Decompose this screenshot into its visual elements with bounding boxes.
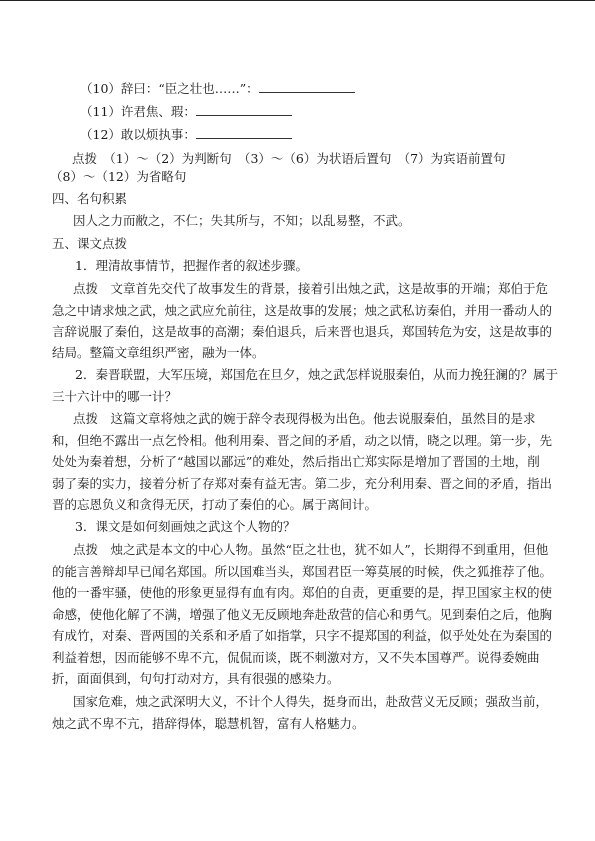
dianbo-text: （1）～（2）为判断句 （3）～（6）为状语后置句 （7）为宾语前置句: [109, 151, 506, 166]
q3-line: 他的一番牢骚，使他的形象更显得有血有肉。郑伯的自责，更重要的是，捍卫国家主权的使: [52, 585, 553, 600]
q3-line: 利益着想，因而能够不卑不亢，侃侃而谈，既不刺激对方，又不失本国尊严。说得委婉曲: [52, 650, 540, 665]
dianbo-answer-line-2: （8）～（12）为省略句: [50, 169, 187, 184]
q2-line: 点拨 这篇文章将烛之武的婉于辞令表现得极为出色。他去说服秦伯，虽然目的是求: [73, 411, 536, 426]
answer-blank[interactable]: [196, 126, 292, 139]
q2-line: 三十六计中的哪一计？: [52, 389, 178, 404]
exercise-number: （12）: [80, 127, 121, 142]
q2-line: 弱了秦的实力，接着分析了存郑对秦有益无害。第二步，充分利用秦、晋之间的矛盾，指出: [52, 476, 553, 491]
dianbo-label: 点拨: [72, 151, 98, 166]
q2-line: 和，但绝不露出一点乞怜相。他利用秦、晋之间的矛盾，动之以情，晓之以理。第一步，先: [52, 433, 553, 448]
q3-line: 折，面面俱到，句句打动对方，具有很强的感染力。: [52, 671, 340, 686]
summary-line: 烛之武不卑不亢，措辞得体，聪慧机智，富有人格魅力。: [52, 716, 365, 731]
exercise-text: 许君焦、瑕：: [120, 104, 196, 119]
q3-title: 3．课文是如何刻画烛之武这个人物的？: [75, 519, 296, 534]
dianbo-answer-line-1: [72, 150, 506, 168]
answer-blank[interactable]: [259, 80, 355, 93]
q1-title: 1．理清故事情节，把握作者的叙述步骤。: [75, 258, 308, 273]
exercise-number: （10）: [80, 81, 121, 96]
exercise-text: 敢以烦执事：: [120, 127, 196, 142]
q1-line: 结局。整篇文章组织严密，融为一体。: [52, 345, 265, 360]
q2-title: 2．秦晋联盟，大军压境，郑国危在旦夕，烛之武怎样说服秦伯，从而力挽狂澜的？属于: [75, 367, 558, 382]
section5-heading: 五、课文点拨: [52, 236, 128, 251]
q1-line: 点拨 文章首先交代了故事发生的背景，接着引出烛之武，这是故事的开端；郑伯于危: [73, 281, 549, 296]
exercise-text: 辞曰：“臣之壮也……”：: [120, 81, 259, 96]
q1-line: 急之中请求烛之武，烛之武应允前往，这是故事的发展；烛之武私访秦伯，并用一番动人的: [52, 303, 553, 318]
section4-quote: 因人之力而敝之，不仁；失其所与，不知；以乱易整，不武。: [73, 213, 411, 228]
answer-blank[interactable]: [196, 103, 292, 116]
q3-line: 命感，使他化解了不满，增强了他义无反顾地奔赴敌营的信心和勇气。见到秦伯之后，他胸: [52, 607, 553, 622]
q3-line: 有成竹，对秦、晋两国的关系和矛盾了如指掌，只字不提郑国的利益，似乎处处在为秦国的: [52, 628, 553, 643]
exercise-number: （11）: [80, 104, 121, 119]
q2-line: 晋的忘恩负义和贪得无厌，打动了秦伯的心。属于离间计。: [52, 497, 378, 512]
q1-line: 言辞说服了秦伯，这是故事的高潮；秦伯退兵，后来晋也退兵，郑国转危为安，这是故事的: [52, 324, 553, 339]
exercise-10: [80, 80, 355, 98]
exercise-12: [80, 126, 292, 144]
exercise-11: [80, 103, 292, 121]
q3-line: 的能言善辩却早已闻名郑国。所以国难当头，郑国君臣一筹莫展的时候，佚之狐推荐了他。: [52, 564, 553, 579]
q2-line: 处处为秦着想，分析了“越国以鄙远”的难处，然后指出亡郑实际是增加了晋国的土地，削: [52, 454, 540, 469]
section4-heading: 四、名句积累: [52, 191, 128, 206]
q3-line: 点拨 烛之武是本文的中心人物。虽然“臣之壮也，犹不如人”，长期得不到重用，但他: [73, 542, 549, 557]
summary-line: 国家危难，烛之武深明大义，不计个人得失，挺身而出，赴敌营义无反顾；强敌当前，: [73, 694, 549, 709]
page-top-rule: [0, 0, 595, 1]
